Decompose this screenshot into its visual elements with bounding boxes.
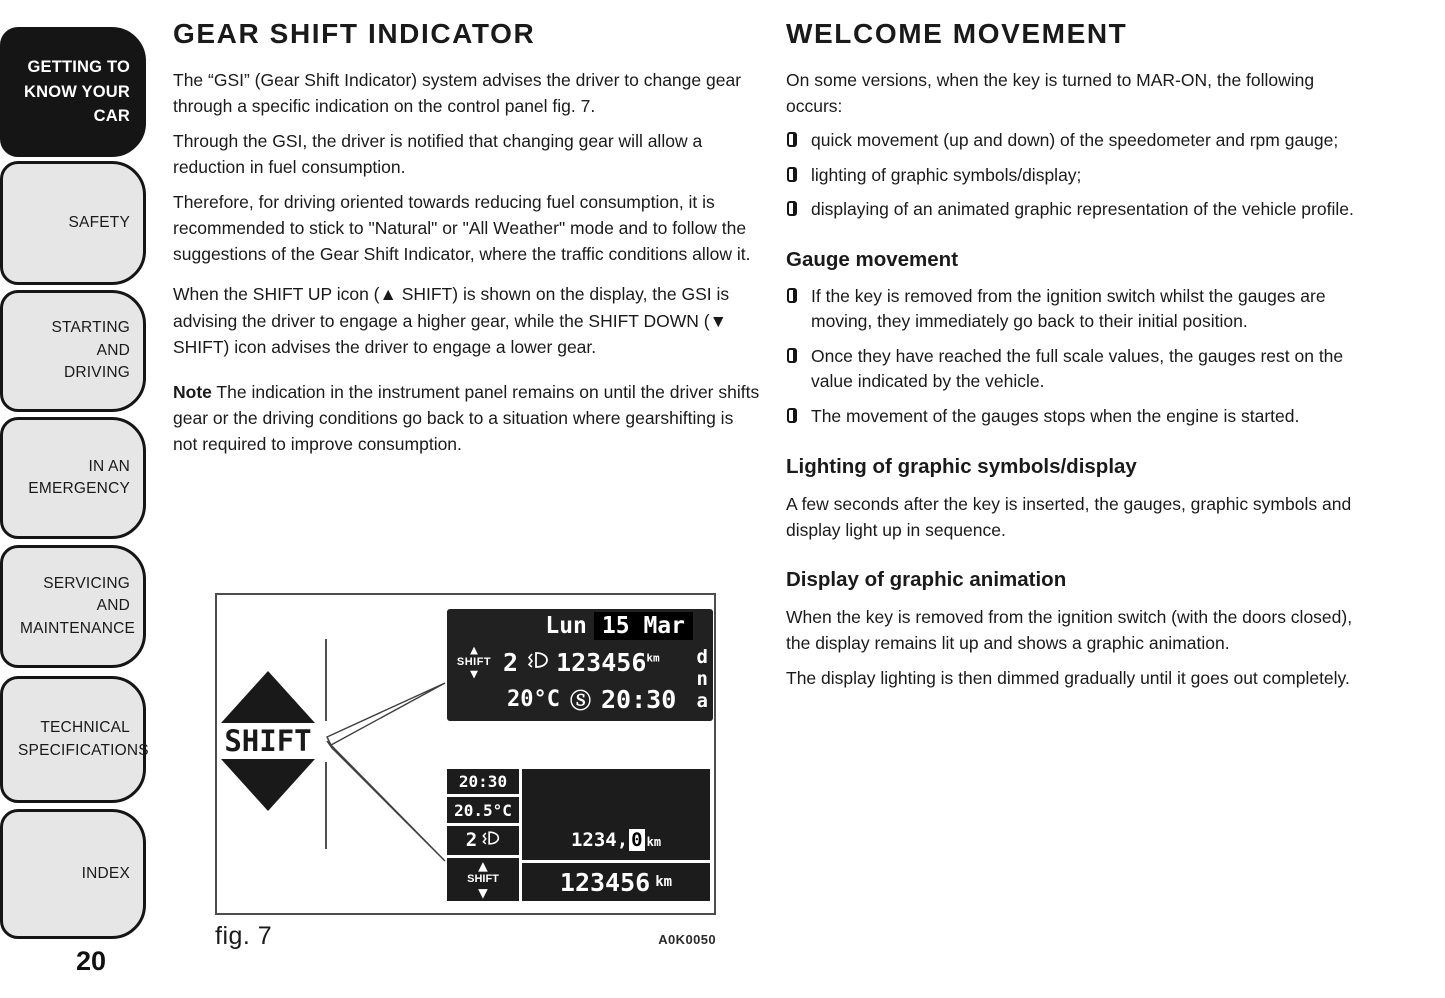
clock-value: 20:30 — [600, 685, 677, 714]
sidebar-item-getting-to-know-your-car[interactable] — [0, 27, 146, 157]
odometer-digits: 123456 — [556, 647, 647, 677]
shift-up-triangle-icon: ▲ — [470, 642, 478, 658]
shift-down-triangle-icon: ▼ — [470, 666, 478, 682]
odometer-digits: 123456 — [559, 867, 651, 897]
list-item-text: Once they have reached the full scale values, the gauges rest on the value indicated by the vehicle. — [811, 345, 1344, 392]
paragraph: When the SHIFT UP icon (▲ SHIFT) is shown on the display, the GSI is advising the driver to engage a higher gear, while the SHIFT DOWN (▼ SHIFT) icon advises the driver to engage a lower gear. — [173, 284, 730, 357]
gauge-bullet-list — [786, 284, 1368, 430]
sidebar-item-servicing-and-maintenance[interactable] — [0, 545, 146, 668]
shift-label: SHIFT — [467, 872, 499, 885]
list-item-text: lighting of graphic symbols/display; — [811, 164, 1082, 185]
sidebar-item-in-an-emergency[interactable] — [0, 417, 146, 539]
figure-7 — [215, 593, 716, 951]
sidebar-item-starting-and-driving[interactable] — [0, 290, 146, 412]
paragraph: The “GSI” (Gear Shift Indicator) system advises the driver to change gear through a specific indication on the control panel fig. 7. — [173, 70, 742, 117]
low-beam-headlight-icon — [480, 829, 500, 851]
intro-bullet-list — [786, 128, 1368, 223]
checkbox-bullet-icon — [787, 201, 797, 216]
paragraph: The display lighting is then dimmed gradually until it goes out completely. — [786, 667, 1350, 688]
dna-letter-n: n — [696, 667, 708, 690]
trip-last-digit: 0 — [631, 829, 643, 851]
checkbox-bullet-icon — [787, 167, 797, 182]
subsection-title-gauge-movement: Gauge movement — [786, 247, 959, 271]
list-item-text: The movement of the gauges stops when the engine is started. — [811, 405, 1300, 426]
figure-caption: fig. 7 — [215, 922, 273, 950]
dna-letter-a: a — [696, 689, 708, 712]
left-column — [173, 18, 761, 466]
list-item — [786, 404, 1368, 430]
list-item — [786, 344, 1368, 395]
display-bottom-left-column — [447, 769, 519, 901]
odometer-value — [556, 648, 660, 677]
list-item-text: displaying of an animated graphic representation of the vehicle profile. — [811, 199, 1354, 220]
dna-letter-d: d — [696, 646, 708, 668]
paragraph: A few seconds after the key is inserted, the gauges, graphic symbols and display light up in sequence. — [786, 493, 1352, 540]
list-item — [786, 284, 1368, 335]
gear-shift-indicator-symbol — [219, 671, 317, 811]
display-bottom-right-column — [522, 769, 710, 901]
trip-cell — [522, 769, 710, 860]
section-title-welcome-movement: WELCOME MOVEMENT — [786, 18, 1128, 49]
figure-frame — [215, 593, 716, 915]
list-item — [786, 128, 1368, 154]
gear-number: 2 — [503, 647, 519, 677]
sidebar-item-label: SAFETY — [68, 213, 130, 231]
shift-down-triangle-icon: ▼ — [478, 882, 488, 902]
sidebar-item-index[interactable] — [0, 809, 146, 939]
note-label: Note — [173, 381, 212, 402]
temperature-cell — [447, 797, 519, 822]
dna-mode-column — [697, 647, 708, 712]
sidebar-item-label: SERVICING AND MAINTENANCE — [20, 574, 136, 637]
shift-indicator-cell — [447, 855, 519, 902]
display-day: Lun — [545, 612, 587, 639]
clock-cell — [447, 769, 519, 794]
clock-value: 20:30 — [458, 772, 508, 792]
shift-up-triangle-icon — [221, 671, 315, 723]
paragraph: When the key is removed from the ignition switch (with the doors closed), the display remains lit up and shows a graphic animation. — [786, 606, 1353, 653]
shift-label: SHIFT — [456, 655, 492, 668]
sidebar-item-label: GETTING TO KNOW YOUR CAR — [24, 57, 130, 126]
low-beam-headlight-icon — [525, 651, 549, 673]
sidebar-item-label: TECHNICAL SPECIFICATIONS — [18, 719, 149, 759]
shift-indicator-small — [452, 644, 496, 681]
shift-up-triangle-icon: ▲ — [478, 855, 488, 875]
subsection-title-graphic-animation: Display of graphic animation — [786, 567, 1067, 591]
sidebar-item-safety[interactable] — [0, 161, 146, 285]
checkbox-bullet-icon — [787, 348, 797, 363]
figure-caption-row — [215, 922, 716, 951]
checkbox-bullet-icon — [787, 408, 797, 423]
odometer-unit: km — [646, 651, 660, 665]
trip-unit: km — [646, 835, 662, 849]
gear-number: 2 — [465, 829, 478, 852]
sidebar-item-label: IN AN EMERGENCY — [28, 457, 130, 497]
temperature-value: 20°C — [507, 687, 560, 712]
list-item-text: quick movement (up and down) of the speedometer and rpm gauge; — [811, 130, 1339, 151]
sidebar-item-technical-specifications[interactable] — [0, 676, 149, 803]
display-date-row — [447, 609, 713, 642]
display-top — [447, 609, 713, 721]
s-circle-icon: Ⓢ — [569, 688, 591, 713]
odometer-cell — [522, 863, 710, 901]
paragraph: Through the GSI, the driver is notified that changing gear will allow a reduction in fuel consumption. — [173, 131, 703, 178]
right-column — [786, 18, 1368, 700]
display-odometer-row — [447, 642, 713, 682]
odometer-unit: km — [655, 874, 673, 890]
sidebar-item-label: STARTING AND DRIVING — [51, 319, 130, 382]
page-number: 20 — [76, 946, 107, 976]
trip-value — [571, 829, 661, 851]
note-paragraph — [173, 379, 761, 457]
list-item-text: If the key is removed from the ignition switch whilst the gauges are moving, they immediately go back to their initial position. — [811, 285, 1326, 332]
temperature-value: 20.5°C — [454, 800, 512, 820]
list-item — [786, 197, 1368, 223]
shift-label: SHIFT — [224, 724, 312, 758]
sidebar-item-label: INDEX — [81, 864, 130, 882]
display-date: 15 Mar — [594, 612, 693, 640]
subsection-title-lighting: Lighting of graphic symbols/display — [786, 454, 1137, 478]
checkbox-bullet-icon — [787, 132, 797, 147]
gear-cell — [447, 826, 519, 855]
paragraph: Therefore, for driving oriented towards reducing fuel consumption, it is recommended to stick to "Natural" or "All Weather" mode and to follow the suggestions of the Gear Shift Indicator, where the traffic conditions allow it. — [173, 192, 751, 265]
trip-digits: 1234, — [570, 829, 629, 851]
display-bottom — [447, 769, 710, 901]
section-title-gear-shift-indicator: GEAR SHIFT INDICATOR — [173, 18, 536, 49]
checkbox-bullet-icon — [787, 288, 797, 303]
shift-down-triangle-icon — [221, 759, 315, 811]
figure-code: A0K0050 — [658, 932, 716, 947]
list-item — [786, 163, 1368, 189]
paragraph: On some versions, when the key is turned to MAR-ON, the following occurs: — [786, 70, 1315, 117]
note-text: The indication in the instrument panel remains on until the driver shifts gear or the driving conditions go back to a situation where gearshifting is not required to improve consumption. — [173, 381, 760, 454]
display-status-row — [447, 682, 713, 717]
